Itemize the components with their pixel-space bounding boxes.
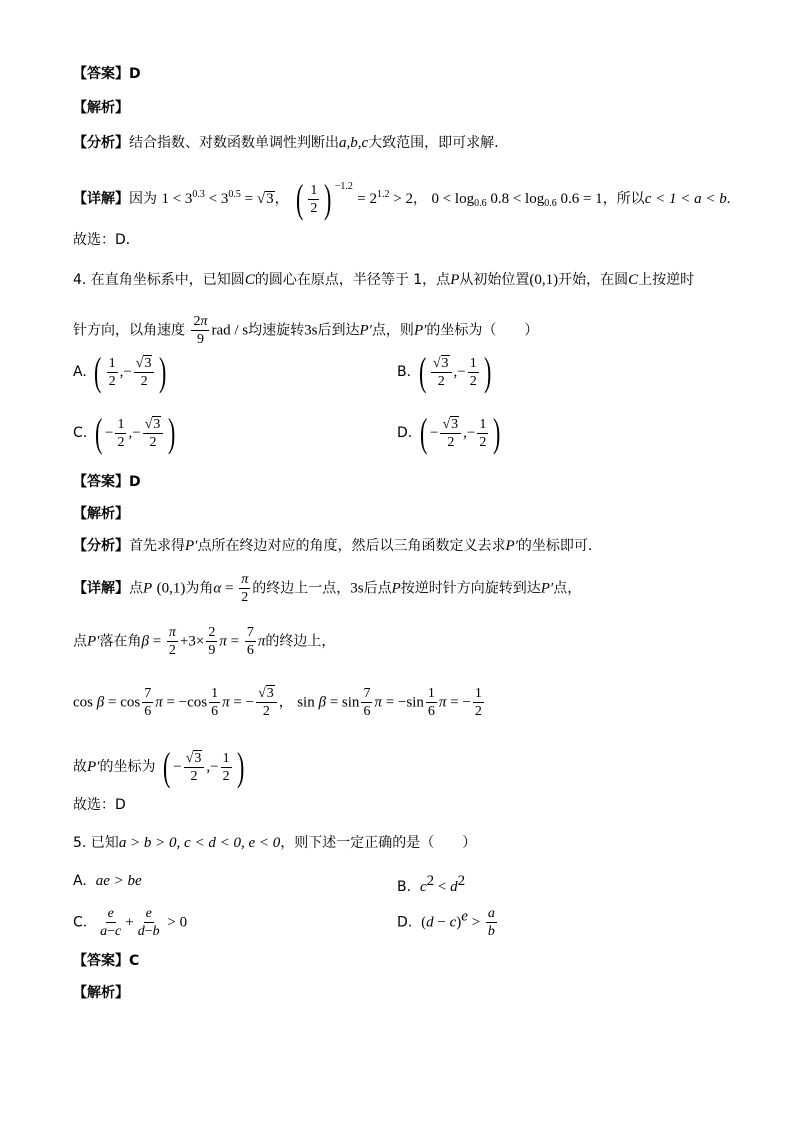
mi: π bbox=[257, 633, 266, 650]
q5-option-a: A. ae > be bbox=[73, 873, 142, 889]
q3-conclusion: c < 1 < a < b bbox=[644, 191, 727, 207]
mi: β bbox=[141, 633, 149, 650]
q4-stem-text-9: 点，则 bbox=[371, 322, 414, 339]
q3-ineq-2: = $2^{1.2} > 2$ bbox=[357, 189, 413, 207]
paren: ) bbox=[168, 410, 176, 455]
q4-option-c-label: C. bbox=[73, 425, 88, 441]
mi: P bbox=[143, 580, 153, 597]
q4-answer: 【答案】D bbox=[73, 474, 141, 490]
q4-analysis-line bbox=[73, 536, 592, 556]
q3-ineq-1: $1 < 3^{0.3} < 3^{0.5} = √3$ bbox=[161, 189, 274, 207]
q4-detail-text-8: 落在角 bbox=[99, 633, 142, 650]
paren: ) bbox=[159, 349, 167, 394]
q5-answer: 【答案】C bbox=[73, 953, 140, 969]
q4-detail-text-11: 的坐标为 bbox=[99, 759, 156, 775]
frac: $\frac{1}{2}$ bbox=[469, 355, 477, 389]
q4-xiangjie-tag: 【详解】 bbox=[73, 580, 129, 597]
q5-stem bbox=[73, 833, 476, 853]
frac: $\frac{a}{b}$ bbox=[487, 906, 495, 939]
q4-detail-text-7: 点 bbox=[73, 633, 87, 650]
mi: π bbox=[374, 694, 382, 711]
q4-option-a-label: A. bbox=[73, 364, 87, 380]
mi: π bbox=[155, 694, 163, 711]
q4-fenxi-text-2: 点所在终边对应的角度，然后以三角函数定义去求 bbox=[197, 538, 506, 554]
q5-option-d: D. $(d - c)^e$ > $\frac{a}{b}$ bbox=[397, 906, 495, 939]
q3-xiangjie-tag: 【详解】 bbox=[73, 191, 129, 207]
frac: $\frac{e}{d-b}$ bbox=[137, 906, 160, 939]
q4-stem-text-5: 上按逆时 bbox=[638, 272, 695, 288]
q4-comma: ， bbox=[278, 694, 293, 711]
q4-option-d: D. ( − $\frac{√3}{2}$ ,− $\frac{1}{2}$ ) bbox=[397, 410, 501, 455]
frac: $\frac{√3}{2}$ bbox=[134, 355, 155, 390]
mi: P′ bbox=[505, 538, 518, 554]
q4-detail-line-2: 点P′落在角β = $\frac{\pi}{2}$ +3× $\frac{2}{9}$ π = $\frac{7}{6}$ π的终边上， bbox=[73, 625, 336, 658]
q4-option-c: C. ( − $\frac{1}{2}$ ,− $\frac{√3}{2}$ ) bbox=[73, 410, 176, 455]
q5-option-b: B. $c^2 < d^2$ bbox=[397, 873, 466, 895]
mi: α bbox=[213, 580, 222, 597]
q5-option-a-label: A. bbox=[73, 873, 87, 889]
q4-init-pos: (0,1) bbox=[529, 272, 559, 288]
q4-stem-text-3: 从初始位置 bbox=[459, 272, 530, 288]
frac: $\frac{1}{2}$ bbox=[108, 355, 116, 389]
q4-option-a: A. ( $\frac{1}{2}$ ,− $\frac{√3}{2}$ ) bbox=[73, 349, 167, 394]
q4-circle-c-2: C bbox=[628, 272, 639, 288]
paren: ( bbox=[162, 744, 171, 789]
q4-stem-text-7: 均速旋转 bbox=[248, 322, 305, 339]
q3-comma-2: ， bbox=[412, 191, 427, 207]
frac: $\frac{1}{6}$ bbox=[427, 686, 435, 719]
q5-stem-text: 5. 已知 bbox=[73, 835, 119, 851]
q4-point-p-prime: P′ bbox=[359, 322, 372, 339]
q4-circle-c: C bbox=[244, 272, 255, 288]
q4-stem-text-8: 后到达 bbox=[317, 322, 360, 339]
q4-stem-text-2: 的圆心在原点，半径等于 1，点 bbox=[254, 272, 451, 288]
q4-option-d-label: D. bbox=[397, 425, 413, 441]
q3-so: ，所以 bbox=[602, 191, 645, 207]
q3-analysis-line bbox=[73, 133, 499, 153]
frac: $\frac{7}{6}$ bbox=[363, 686, 371, 719]
q3-choose: 故选：D． bbox=[73, 232, 140, 248]
q4-detail-text-3: 的终边上一点， bbox=[252, 580, 351, 597]
q4-time: 3s bbox=[304, 322, 318, 339]
q3-ineq-3: $0 < \log_{0.6} 0.8 < \log_{0.6} 0.6 = 1$ bbox=[431, 191, 603, 209]
q3-detail-text: 因为 bbox=[129, 191, 157, 207]
q5-option-d-label: D. bbox=[397, 914, 413, 931]
paren: ( bbox=[94, 410, 103, 455]
q4-detail-text-2: 为角 bbox=[185, 580, 214, 597]
q4-option-b: B. ( $\frac{√3}{2}$ ,− $\frac{1}{2}$ ) bbox=[397, 349, 492, 394]
q4-angular-speed: $\frac{2\pi}{9}$ bbox=[193, 314, 208, 347]
q4-detail-text-5: 按逆时针方向旋转到达 bbox=[400, 580, 541, 597]
mi: π bbox=[222, 694, 230, 711]
q3-paren-right: ) bbox=[324, 176, 332, 221]
frac: $\frac{1}{6}$ bbox=[211, 686, 219, 719]
q4-detail-line-3: cos β = cos $\frac{7}{6}$ π = −cos $\frac{1}{6}$ π = − $\frac{√3}{2}$ ， sin β = sin $\frac{7}{6}$ π = −sin $\frac{1}{6}$ π = − $\frac{1}{2}$ bbox=[73, 686, 482, 719]
q4-unit: rad / s bbox=[211, 322, 249, 339]
q3-fenxi-text-2: 大致范围，即可求解. bbox=[368, 135, 499, 151]
q4-stem-line-1 bbox=[73, 270, 694, 290]
frac: $\frac{7}{6}$ bbox=[144, 686, 152, 719]
q4-detail-text: 点 bbox=[129, 580, 143, 597]
frac: $\frac{√3}{2}$ bbox=[184, 750, 205, 785]
q4-detail-text-6: 点， bbox=[553, 580, 582, 597]
mi: P′ bbox=[540, 580, 554, 597]
frac: $\frac{√3}{2}$ bbox=[143, 416, 164, 451]
paren: ) bbox=[483, 349, 492, 394]
q3-detail-line: 【详解】因为 $1 < 3^{0.3} < 3^{0.5} = √3$， ( $\frac{1}{2}$ ) $^{-1.2} = 2^{1.2} > 2$， $0 < \log_{0.6} 0.8 < \log_{0.6} 0.6 = 1$，所以c < 1 < a < b. bbox=[73, 176, 731, 221]
frac: $\frac{1}{2}$ bbox=[117, 416, 125, 450]
frac: $\frac{2}{9}$ bbox=[208, 625, 216, 658]
mi: β bbox=[314, 694, 326, 711]
q4-stem-line-2 bbox=[73, 313, 538, 348]
mi: π bbox=[438, 694, 447, 711]
q3-fenxi-text: 结合指数、对数函数单调性判断出 bbox=[129, 135, 339, 151]
q3-analysis-tag: 【解析】 bbox=[73, 100, 129, 116]
paren: ( bbox=[419, 410, 428, 455]
q5-option-c: C. $\frac{e}{a-c}$ + $\frac{e}{d-b}$ > 0 bbox=[73, 906, 188, 939]
m: cos bbox=[73, 694, 93, 711]
mi: P′ bbox=[87, 759, 100, 775]
q3-answer: 【答案】D bbox=[73, 66, 141, 82]
q4-detail-time: 3s bbox=[350, 580, 364, 597]
q5-analysis-tag: 【解析】 bbox=[73, 985, 129, 1001]
m: (0,1) bbox=[156, 580, 186, 597]
paren: ) bbox=[236, 744, 244, 789]
q4-point-p: P bbox=[450, 272, 460, 288]
frac: $\frac{1}{2}$ bbox=[479, 416, 487, 450]
q3-fenxi-vars: a,b,c bbox=[339, 135, 369, 151]
q3-exp: −1.2 bbox=[334, 181, 353, 192]
q4-option-b-label: B. bbox=[397, 364, 412, 380]
q4-stem-text-10: 的坐标为（ ） bbox=[426, 322, 539, 339]
q4-detail-line-4: 故P′的坐标为 ( − $\frac{√3}{2}$ ,− $\frac{1}{2}$ ) bbox=[73, 744, 244, 789]
mi: β bbox=[93, 694, 105, 711]
q4-detail-text-10: 故 bbox=[73, 759, 87, 775]
mi: P′ bbox=[87, 633, 100, 650]
q5-option-b-label: B. bbox=[397, 879, 412, 895]
m: sin bbox=[297, 694, 315, 711]
paren: ( bbox=[94, 349, 102, 394]
frac: $\frac{1}{2}$ bbox=[222, 750, 230, 784]
paren: ( bbox=[418, 349, 426, 394]
q4-fenxi-text-3: 的坐标即可. bbox=[517, 538, 593, 554]
q4-detail-text-9: 的终边上， bbox=[265, 633, 336, 650]
frac: $\frac{e}{a-c}$ bbox=[100, 906, 122, 939]
q3-paren-left: ( bbox=[296, 176, 304, 221]
q4-fenxi-tag: 【分析】 bbox=[73, 538, 129, 554]
frac: $\frac{1}{2}$ bbox=[474, 686, 482, 719]
q4-choose: 故选：D bbox=[73, 797, 126, 813]
q4-analysis-tag: 【解析】 bbox=[73, 506, 129, 522]
q5-option-c-label: C. bbox=[73, 914, 88, 931]
q4-stem-text-4: 开始，在圆 bbox=[558, 272, 629, 288]
q4-point-p-prime-2: P′ bbox=[413, 322, 427, 339]
q3-frac-half: $\frac{1}{2}$ bbox=[310, 182, 318, 216]
frac: $\frac{\pi}{2}$ bbox=[168, 625, 176, 658]
paren: ) bbox=[493, 410, 501, 455]
frac: $\frac{√3}{2}$ bbox=[440, 416, 461, 451]
q4-fenxi-text: 首先求得 bbox=[129, 538, 185, 554]
frac: $\frac{√3}{2}$ bbox=[256, 685, 277, 720]
q4-detail-line-1: 【详解】点P (0,1)为角α = $\frac{\pi}{2}$ 的终边上一点，3s后点P按逆时针方向旋转到达P′点， bbox=[73, 572, 582, 605]
q4-stem-text: 4. 在直角坐标系中，已知圆 bbox=[73, 272, 245, 288]
frac: $\frac{√3}{2}$ bbox=[431, 355, 452, 390]
q5-stem-text-2: ，则下述一定正确的是（ ） bbox=[280, 835, 477, 851]
q4-detail-text-4: 后点 bbox=[363, 580, 392, 597]
mi: P bbox=[391, 580, 401, 597]
q3-comma-1: ， bbox=[274, 191, 289, 207]
frac: $\frac{7}{6}$ bbox=[246, 625, 254, 658]
mi: π bbox=[219, 633, 227, 650]
mi: P′ bbox=[185, 538, 198, 554]
frac: $\frac{\pi}{2}$ bbox=[241, 572, 249, 605]
q5-condition: a > b > 0, c < d < 0, e < 0 bbox=[118, 835, 281, 851]
q3-fenxi-tag: 【分析】 bbox=[73, 135, 129, 151]
q4-stem-text-6: 针方向，以角速度 bbox=[73, 322, 185, 339]
